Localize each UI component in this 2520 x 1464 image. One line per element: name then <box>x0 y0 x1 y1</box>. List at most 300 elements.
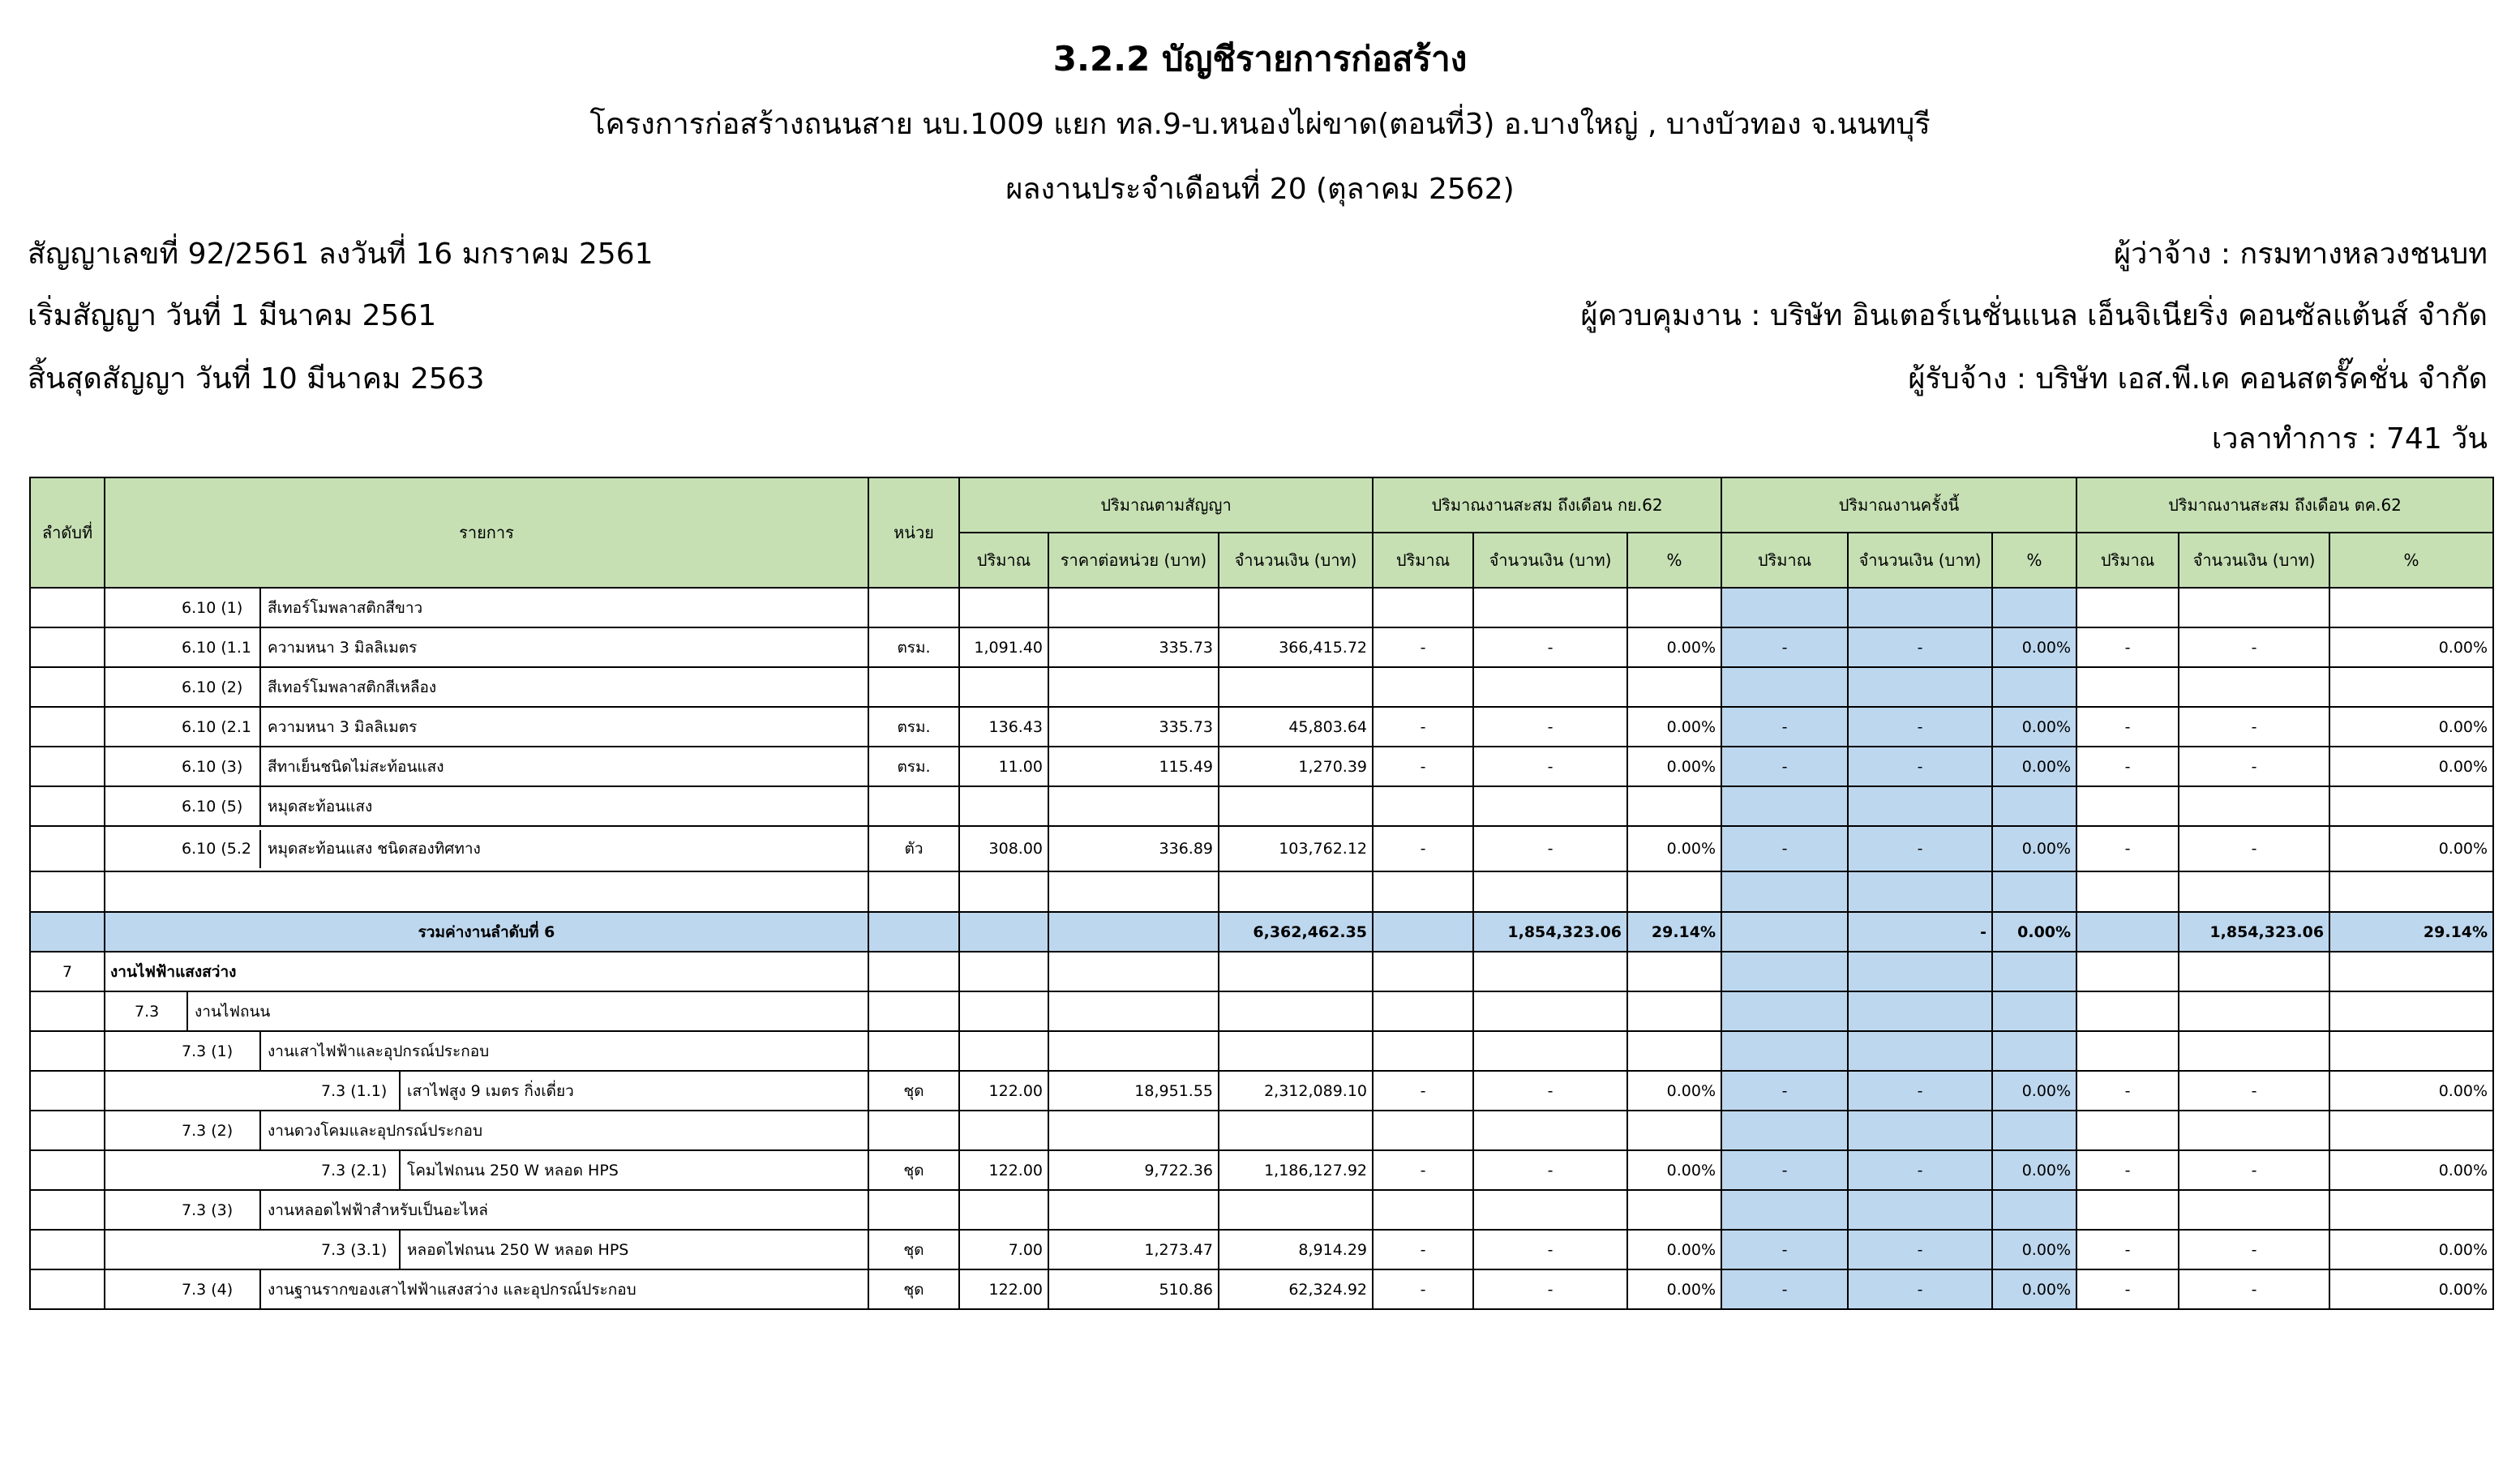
table-row <box>30 747 2493 786</box>
item-wrap <box>110 827 863 871</box>
curr-qty <box>1721 667 1848 707</box>
col-group-contract: ปริมาณตามสัญญา <box>959 477 1373 533</box>
curr-qty: - <box>1721 1230 1848 1269</box>
curr-qty <box>1721 1111 1848 1150</box>
code-divider <box>259 628 261 666</box>
unit-price: 335.73 <box>1048 627 1219 667</box>
contract-amount: 2,312,089.10 <box>1219 1071 1373 1111</box>
unit-price: 115.49 <box>1048 747 1219 786</box>
cum-percent: 0.00% <box>2329 826 2493 871</box>
prev-amount <box>1473 786 1627 826</box>
seq-cell <box>30 1150 105 1190</box>
empty-cell <box>1373 871 1473 912</box>
contract-qty <box>959 1031 1048 1071</box>
prev-amount: - <box>1473 747 1627 786</box>
cum-amount: 1,854,323.06 <box>2179 912 2329 952</box>
unit-price <box>1048 912 1219 952</box>
construction-items-table <box>29 477 2494 1310</box>
unit-cell <box>868 1111 959 1150</box>
empty-cell <box>2179 871 2329 912</box>
empty-cell <box>1992 952 2076 991</box>
prev-qty <box>1373 1111 1473 1150</box>
table-row <box>30 1269 2493 1309</box>
empty-cell <box>1048 952 1219 991</box>
report-title: 3.2.2 บัญชีรายการก่อสร้าง <box>1052 39 1468 79</box>
prev-percent <box>1627 1111 1721 1150</box>
cum-qty: - <box>2076 627 2179 667</box>
prev-amount <box>1473 1111 1627 1150</box>
total-label: รวมค่างานลำดับที่ 6 <box>105 912 868 952</box>
contract-qty: 122.00 <box>959 1150 1048 1190</box>
contract-amount: 45,803.64 <box>1219 707 1373 747</box>
item-code: 6.10 (1) <box>182 598 243 617</box>
code-divider <box>259 1270 261 1308</box>
col-percent: % <box>1627 533 1721 588</box>
prev-qty: - <box>1373 826 1473 871</box>
unit-cell: ตรม. <box>868 707 959 747</box>
seq-cell <box>30 747 105 786</box>
prev-amount <box>1473 588 1627 627</box>
empty-cell <box>1721 952 1848 991</box>
prev-percent: 0.00% <box>1627 1269 1721 1309</box>
item-description: เสาไฟสูง 9 เมตร กิ่งเดี่ยว <box>407 1081 574 1100</box>
unit-cell: ตัว <box>868 826 959 871</box>
contract-amount: 1,186,127.92 <box>1219 1150 1373 1190</box>
section-title: งานไฟฟ้าแสงสว่าง <box>105 952 868 991</box>
contract-amount: 1,270.39 <box>1219 747 1373 786</box>
curr-qty <box>1721 1031 1848 1071</box>
item-description: โคมไฟถนน 250 W หลอด HPS <box>407 1161 619 1179</box>
col-qty: ปริมาณ <box>1721 533 1848 588</box>
cum-qty: - <box>2076 1150 2179 1190</box>
prev-qty <box>1373 786 1473 826</box>
seq-cell <box>30 588 105 627</box>
prev-percent: 0.00% <box>1627 1071 1721 1111</box>
unit-cell <box>868 588 959 627</box>
item-wrap <box>110 992 863 1030</box>
section-total-row <box>30 912 2493 952</box>
seq-cell <box>30 1269 105 1309</box>
prev-percent: 0.00% <box>1627 747 1721 786</box>
col-qty: ปริมาณ <box>1373 533 1473 588</box>
item-description: ความหนา 3 มิลลิเมตร <box>268 717 418 736</box>
curr-percent: 0.00% <box>1992 1230 2076 1269</box>
item-cell <box>105 991 868 1031</box>
cum-percent: 0.00% <box>2329 1269 2493 1309</box>
curr-percent <box>1992 1031 2076 1071</box>
cum-amount <box>2179 667 2329 707</box>
project-name: โครงการก่อสร้างถนนสาย นบ.1009 แยก ทล.9-บ.หนองไผ่ขาด(ตอนที่3) อ.บางใหญ่ , บางบัวทอง จ.นนทบุรี <box>589 108 1931 141</box>
item-wrap <box>110 668 863 706</box>
prev-amount: - <box>1473 1071 1627 1111</box>
unit-cell <box>868 786 959 826</box>
curr-percent <box>1992 1111 2076 1150</box>
employer: ผู้ว่าจ้าง : กรมทางหลวงชนบท <box>2113 238 2488 271</box>
prev-amount: - <box>1473 826 1627 871</box>
item-description: สีเทอร์โมพลาสติกสีเหลือง <box>268 678 437 696</box>
empty-cell <box>1721 991 1848 1031</box>
cum-amount: - <box>2179 747 2329 786</box>
contract-qty <box>959 786 1048 826</box>
col-unit: หน่วย <box>868 477 959 588</box>
cum-amount <box>2179 786 2329 826</box>
cum-qty <box>2076 912 2179 952</box>
prev-amount: - <box>1473 627 1627 667</box>
item-wrap <box>110 589 863 627</box>
curr-percent: 0.00% <box>1992 747 2076 786</box>
unit-price: 1,273.47 <box>1048 1230 1219 1269</box>
contract-qty <box>959 1190 1048 1230</box>
prev-qty <box>1373 588 1473 627</box>
cum-qty <box>2076 786 2179 826</box>
subsection-header-row <box>30 991 2493 1031</box>
empty-cell <box>2329 871 2493 912</box>
seq-cell <box>30 667 105 707</box>
seq-cell <box>30 1230 105 1269</box>
table-row <box>30 1190 2493 1230</box>
empty-cell <box>959 952 1048 991</box>
contract-end: สิ้นสุดสัญญา วันที่ 10 มีนาคม 2563 <box>28 362 485 396</box>
curr-amount: - <box>1848 1269 1992 1309</box>
contract-amount: 103,762.12 <box>1219 826 1373 871</box>
contract-qty: 122.00 <box>959 1071 1048 1111</box>
cum-qty <box>2076 588 2179 627</box>
table-row <box>30 1230 2493 1269</box>
item-code: 7.3 (1) <box>182 1042 234 1060</box>
item-cell <box>105 667 868 707</box>
empty-cell <box>959 871 1048 912</box>
prev-percent: 0.00% <box>1627 826 1721 871</box>
contract-qty: 122.00 <box>959 1269 1048 1309</box>
prev-qty: - <box>1373 707 1473 747</box>
curr-qty: - <box>1721 826 1848 871</box>
item-code: 6.10 (1.1 <box>182 638 251 657</box>
item-code: 6.10 (5.2 <box>182 840 251 858</box>
item-description: สีทาเย็นชนิดไม่สะท้อนแสง <box>268 757 444 776</box>
code-divider <box>399 1151 401 1189</box>
curr-percent <box>1992 588 2076 627</box>
item-code: 6.10 (2) <box>182 678 243 696</box>
item-description: งานไฟถนน <box>195 1002 271 1021</box>
seq-cell <box>30 707 105 747</box>
cum-amount: - <box>2179 1150 2329 1190</box>
unit-cell: ตรม. <box>868 627 959 667</box>
curr-percent: 0.00% <box>1992 627 2076 667</box>
cum-qty: - <box>2076 826 2179 871</box>
unit-price <box>1048 667 1219 707</box>
item-description: งานดวงโคมและอุปกรณ์ประกอบ <box>268 1121 483 1140</box>
empty-cell <box>1219 991 1373 1031</box>
empty-cell <box>868 871 959 912</box>
prev-qty <box>1373 1031 1473 1071</box>
empty-cell <box>1627 952 1721 991</box>
cum-amount: - <box>2179 1230 2329 1269</box>
curr-amount <box>1848 1111 1992 1150</box>
curr-percent <box>1992 667 2076 707</box>
empty-cell <box>1373 991 1473 1031</box>
curr-qty <box>1721 588 1848 627</box>
table-row <box>30 627 2493 667</box>
item-cell <box>105 786 868 826</box>
prev-amount <box>1473 1190 1627 1230</box>
unit-cell: ชุด <box>868 1071 959 1111</box>
unit-cell: ชุด <box>868 1269 959 1309</box>
empty-cell <box>1373 952 1473 991</box>
item-cell <box>105 588 868 627</box>
empty-cell <box>1992 991 2076 1031</box>
curr-amount: - <box>1848 627 1992 667</box>
item-description: งานเสาไฟฟ้าและอุปกรณ์ประกอบ <box>268 1042 490 1060</box>
item-code: 6.10 (5) <box>182 797 243 815</box>
empty-cell <box>1219 952 1373 991</box>
contract-qty: 1,091.40 <box>959 627 1048 667</box>
table-header <box>30 477 2493 588</box>
empty-cell <box>1219 871 1373 912</box>
item-cell <box>105 627 868 667</box>
code-divider <box>259 1032 261 1070</box>
empty-cell <box>1848 952 1992 991</box>
seq-cell <box>30 1111 105 1150</box>
item-wrap <box>110 1151 863 1189</box>
unit-cell: ตรม. <box>868 747 959 786</box>
unit-cell <box>868 1190 959 1230</box>
col-amount: จำนวนเงิน (บาท) <box>2179 533 2329 588</box>
empty-cell <box>2076 952 2179 991</box>
prev-qty <box>1373 667 1473 707</box>
empty-cell <box>1627 871 1721 912</box>
contract-qty: 136.43 <box>959 707 1048 747</box>
code-divider <box>399 1231 401 1269</box>
cum-percent: 0.00% <box>2329 1071 2493 1111</box>
seq-cell <box>30 991 105 1031</box>
item-code: 7.3 (4) <box>182 1280 234 1299</box>
contract-qty <box>959 1111 1048 1150</box>
empty-cell <box>1721 871 1848 912</box>
prev-amount: - <box>1473 1150 1627 1190</box>
empty-cell <box>1048 871 1219 912</box>
col-group-previous: ปริมาณงานสะสม ถึงเดือน กย.62 <box>1373 477 1721 533</box>
table-row <box>30 1031 2493 1071</box>
cum-qty <box>2076 667 2179 707</box>
code-divider <box>259 708 261 746</box>
cum-percent <box>2329 1190 2493 1230</box>
item-code: 7.3 (2) <box>182 1121 234 1140</box>
curr-qty: - <box>1721 707 1848 747</box>
item-code: 6.10 (2.1 <box>182 717 251 736</box>
cum-percent <box>2329 1031 2493 1071</box>
cum-percent: 29.14% <box>2329 912 2493 952</box>
contract-amount <box>1219 1031 1373 1071</box>
prev-qty: - <box>1373 1269 1473 1309</box>
cum-qty: - <box>2076 1269 2179 1309</box>
cum-amount: - <box>2179 1269 2329 1309</box>
cum-amount: - <box>2179 627 2329 667</box>
unit-price <box>1048 1111 1219 1150</box>
unit-price: 9,722.36 <box>1048 1150 1219 1190</box>
seq-cell <box>30 1190 105 1230</box>
empty-cell <box>1627 991 1721 1031</box>
empty-cell <box>2329 952 2493 991</box>
unit-price <box>1048 1031 1219 1071</box>
cum-qty: - <box>2076 1071 2179 1111</box>
cum-qty: - <box>2076 747 2179 786</box>
empty-cell <box>1048 991 1219 1031</box>
prev-qty: - <box>1373 1150 1473 1190</box>
blank-row <box>30 871 2493 912</box>
prev-amount: 1,854,323.06 <box>1473 912 1627 952</box>
cum-percent <box>2329 588 2493 627</box>
unit-cell: ชุด <box>868 1230 959 1269</box>
cum-qty: - <box>2076 707 2179 747</box>
prev-percent <box>1627 1031 1721 1071</box>
col-qty: ปริมาณ <box>959 533 1048 588</box>
curr-amount: - <box>1848 707 1992 747</box>
cum-percent: 0.00% <box>2329 1150 2493 1190</box>
item-cell <box>105 1031 868 1071</box>
item-wrap <box>110 1111 863 1149</box>
item-cell <box>105 1190 868 1230</box>
cum-qty: - <box>2076 1230 2179 1269</box>
prev-amount <box>1473 1031 1627 1071</box>
item-code: 7.3 (3.1) <box>321 1240 388 1259</box>
unit-cell <box>868 667 959 707</box>
item-wrap <box>110 1270 863 1308</box>
table-row <box>30 707 2493 747</box>
contract-amount: 6,362,462.35 <box>1219 912 1373 952</box>
unit-cell <box>868 912 959 952</box>
item-cell <box>105 1071 868 1111</box>
code-divider <box>259 668 261 706</box>
table-row <box>30 588 2493 627</box>
col-group-cumulative: ปริมาณงานสะสม ถึงเดือน ตค.62 <box>2076 477 2493 533</box>
item-description: งานหลอดไฟฟ้าสำหรับเป็นอะไหล่ <box>268 1201 488 1219</box>
item-wrap <box>110 747 863 786</box>
cum-amount <box>2179 1190 2329 1230</box>
item-wrap <box>110 628 863 666</box>
seq-cell <box>30 1031 105 1071</box>
item-description: งานฐานรากของเสาไฟฟ้าแสงสว่าง และอุปกรณ์ประกอบ <box>268 1280 636 1299</box>
unit-price <box>1048 1190 1219 1230</box>
col-amount: จำนวนเงิน (บาท) <box>1848 533 1992 588</box>
item-wrap <box>110 1032 863 1070</box>
empty-cell <box>105 871 868 912</box>
code-divider <box>259 747 261 786</box>
item-wrap <box>110 1191 863 1229</box>
contract-qty: 7.00 <box>959 1230 1048 1269</box>
empty-cell <box>2329 991 2493 1031</box>
item-wrap <box>110 787 863 825</box>
code-divider <box>259 589 261 627</box>
curr-amount: - <box>1848 1230 1992 1269</box>
unit-cell <box>868 1031 959 1071</box>
item-cell <box>105 1111 868 1150</box>
curr-qty: - <box>1721 1150 1848 1190</box>
item-code: 7.3 (2.1) <box>321 1161 388 1179</box>
prev-percent <box>1627 786 1721 826</box>
code-divider <box>186 992 188 1030</box>
prev-percent <box>1627 588 1721 627</box>
col-percent: % <box>2329 533 2493 588</box>
seq-cell <box>30 912 105 952</box>
contract-start: เริ่มสัญญา วันที่ 1 มีนาคม 2561 <box>28 299 437 332</box>
prev-percent: 0.00% <box>1627 1150 1721 1190</box>
code-divider <box>259 1191 261 1229</box>
prev-percent: 0.00% <box>1627 627 1721 667</box>
curr-percent <box>1992 786 2076 826</box>
col-percent: % <box>1992 533 2076 588</box>
item-code: 6.10 (3) <box>182 757 243 776</box>
empty-cell <box>1473 991 1627 1031</box>
seq-cell <box>30 826 105 871</box>
curr-percent: 0.00% <box>1992 826 2076 871</box>
curr-amount <box>1848 1190 1992 1230</box>
contract-amount <box>1219 786 1373 826</box>
prev-qty: - <box>1373 747 1473 786</box>
curr-qty <box>1721 1190 1848 1230</box>
curr-amount: - <box>1848 826 1992 871</box>
contract-amount: 62,324.92 <box>1219 1269 1373 1309</box>
curr-amount: - <box>1848 1150 1992 1190</box>
col-group-current: ปริมาณงานครั้งนี้ <box>1721 477 2076 533</box>
item-cell <box>105 826 868 871</box>
cum-percent <box>2329 667 2493 707</box>
col-qty: ปริมาณ <box>2076 533 2179 588</box>
prev-qty: - <box>1373 627 1473 667</box>
curr-percent: 0.00% <box>1992 1269 2076 1309</box>
table-row <box>30 826 2493 871</box>
contract-amount <box>1219 667 1373 707</box>
curr-qty: - <box>1721 627 1848 667</box>
empty-cell <box>1473 952 1627 991</box>
curr-qty: - <box>1721 747 1848 786</box>
unit-price: 336.89 <box>1048 826 1219 871</box>
cum-amount <box>2179 1031 2329 1071</box>
item-cell <box>105 707 868 747</box>
empty-cell <box>2076 991 2179 1031</box>
curr-amount: - <box>1848 912 1992 952</box>
curr-percent: 0.00% <box>1992 912 2076 952</box>
curr-percent: 0.00% <box>1992 707 2076 747</box>
prev-amount: - <box>1473 1230 1627 1269</box>
contract-qty <box>959 667 1048 707</box>
empty-cell <box>2179 991 2329 1031</box>
prev-percent: 29.14% <box>1627 912 1721 952</box>
item-description: ความหนา 3 มิลลิเมตร <box>268 638 418 657</box>
prev-qty: - <box>1373 1071 1473 1111</box>
contract-number: สัญญาเลขที่ 92/2561 ลงวันที่ 16 มกราคม 2561 <box>28 238 654 271</box>
contract-amount: 366,415.72 <box>1219 627 1373 667</box>
contract-qty: 308.00 <box>959 826 1048 871</box>
prev-percent <box>1627 1190 1721 1230</box>
prev-qty <box>1373 912 1473 952</box>
item-wrap <box>110 1231 863 1269</box>
curr-qty: - <box>1721 1071 1848 1111</box>
seq-cell <box>30 786 105 826</box>
table-row <box>30 1071 2493 1111</box>
unit-price: 335.73 <box>1048 707 1219 747</box>
item-wrap <box>110 708 863 746</box>
item-cell <box>105 1230 868 1269</box>
prev-amount <box>1473 667 1627 707</box>
col-seq: ลำดับที่ <box>30 477 105 588</box>
cum-percent: 0.00% <box>2329 627 2493 667</box>
empty-cell <box>2179 952 2329 991</box>
curr-percent: 0.00% <box>1992 1071 2076 1111</box>
empty-cell <box>1473 871 1627 912</box>
report-period: ผลงานประจำเดือนที่ 20 (ตุลาคม 2562) <box>1005 173 1515 206</box>
cum-percent <box>2329 786 2493 826</box>
contract-qty: 11.00 <box>959 747 1048 786</box>
